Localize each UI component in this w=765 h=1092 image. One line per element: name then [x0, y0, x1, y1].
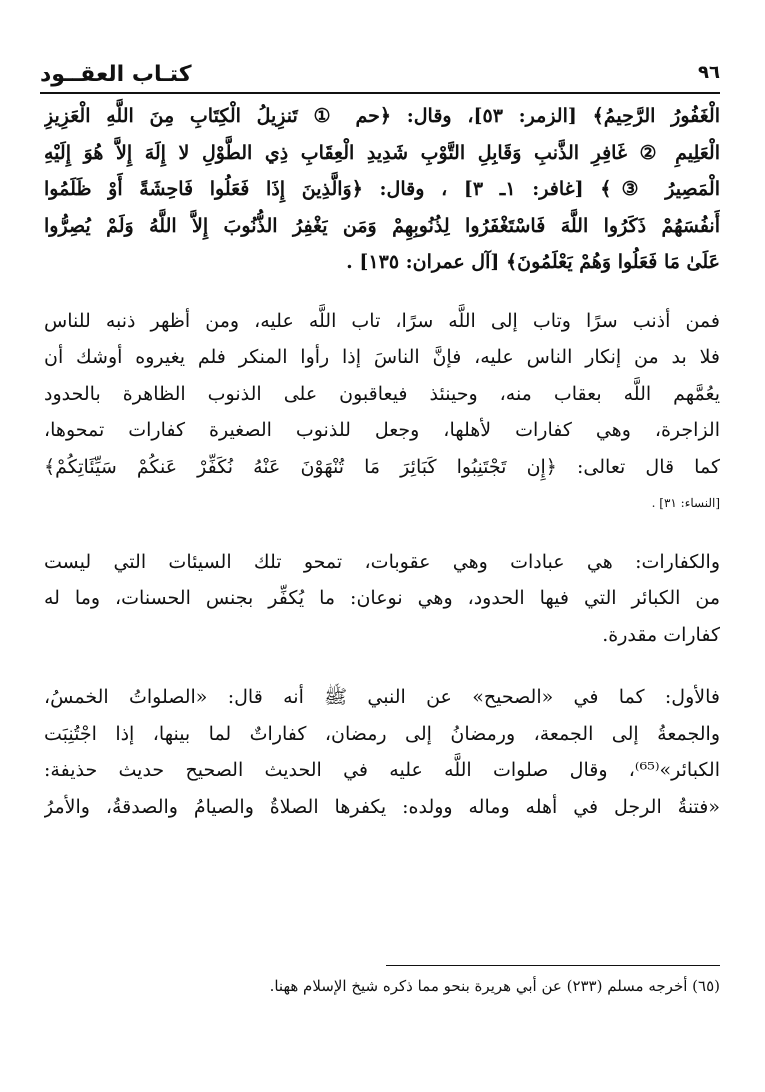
- text-line: كما قال تعالى: ﴿إِن تَجْتَنِبُوا كَبَائِرَ مَا تُنْهَوْنَ عَنْهُ نُكَفِّرْ عَنكُمْ سَيِّئَاتِكُمْ﴾: [44, 455, 720, 478]
- text-line: من الكبائر التي فيها الحدود، وهي نوعان: ما يُكفِّر بجنس الحسنات، وما له: [44, 587, 720, 609]
- page-body: [44, 98, 720, 825]
- page-number: ٩٦: [698, 62, 720, 83]
- footnote: (٦٥) أخرجه مسلم (٢٣٣) عن أبي هريرة بنحو مما ذكره شيخ الإسلام ههنا.: [269, 977, 720, 995]
- text-line: الْمَصِيرُ ③﴾ [غافر: ١ـ ٣] ، وقال: ﴿وَالَّذِينَ إِذَا فَعَلُوا فَاحِشَةً أَوْ ظَلَمُوا: [44, 178, 720, 200]
- paragraph-first-type: [44, 679, 720, 825]
- text-line: «فتنةُ الرجل في أهله وماله وولده: يكفرها الصلاةُ والصيامُ والصدقةُ، والأمرُ: [44, 795, 720, 818]
- text-line: الْغَفُورُ الرَّحِيمُ﴾ [الزمر: ٥٣]، وقال: ﴿حم ① تَنزِيلُ الْكِتَابِ مِنَ اللَّهِ الْعَزِيزِ: [44, 105, 720, 127]
- text-line: الزاجرة، وهي كفارات لأهلها، وجعل للذنوب الصغيرة كفارات تمحوها،: [44, 419, 720, 441]
- footnote-divider: [386, 965, 720, 966]
- verse-reference: [النساء: ٣١] .: [651, 496, 720, 510]
- text-line: والجمعةُ إلى الجمعة، ورمضانُ إلى رمضان، كفاراتٌ لما بينها، إذا اجْتُنِبَت: [44, 722, 720, 745]
- text-line: فلا بد من إنكار الناس عليه، فإنَّ الناسَ إذا رأوا المنكر فلم يغيروه أوشك أن: [44, 346, 720, 368]
- text-line: فمن أذنب سرًا وتاب إلى اللَّه سرًا، تاب اللَّه عليه، ومن أظهر ذنبه للناس: [44, 309, 720, 332]
- paragraph-expiations: [44, 544, 720, 654]
- running-header: [40, 60, 720, 94]
- text-line: عَلَىٰ مَا فَعَلُوا وَهُمْ يَعْلَمُونَ﴾ [آل عمران: ١٣٥] .: [346, 251, 720, 273]
- text-line: أَنفُسَهُمْ ذَكَرُوا اللَّهَ فَاسْتَغْفَرُوا لِذُنُوبِهِمْ وَمَن يَغْفِرُ الذُّنُوبَ إِلاَّ اللَّهُ وَلَمْ يُصِرُّوا: [44, 214, 720, 237]
- text-line: والكفارات: هي عبادات وهي عقوبات، تمحو تلك السيئات التي ليست: [44, 550, 720, 573]
- book-title: كتـاب العقــود: [40, 62, 192, 87]
- text-line: فالأول: كما في «الصحيح» عن النبي ﷺ أنه قال: «الصلواتُ الخمسُ،: [44, 686, 720, 708]
- paragraph-quran-citations: [44, 98, 720, 281]
- text-line: الْعَلِيمِ ② غَافِرِ الذَّنبِ وَقَابِلِ التَّوْبِ شَدِيدِ الْعِقَابِ ذِي الطَّوْلِ لا إِلَهَ إِلاَّ هُوَ إِلَيْهِ: [44, 141, 720, 164]
- text-line: يعُمَّهم اللَّه بعقاب منه، وحينئذ فيعاقبون على الذنوب الظاهرة بالحدود: [44, 382, 720, 405]
- text-line: كفارات مقدرة.: [602, 623, 720, 646]
- text-line: الكبائر»⁽⁶⁵⁾، وقال صلوات اللَّه عليه في الحديث الصحيح حديث حذيفة:: [44, 759, 720, 781]
- paragraph-repentance: [44, 303, 720, 522]
